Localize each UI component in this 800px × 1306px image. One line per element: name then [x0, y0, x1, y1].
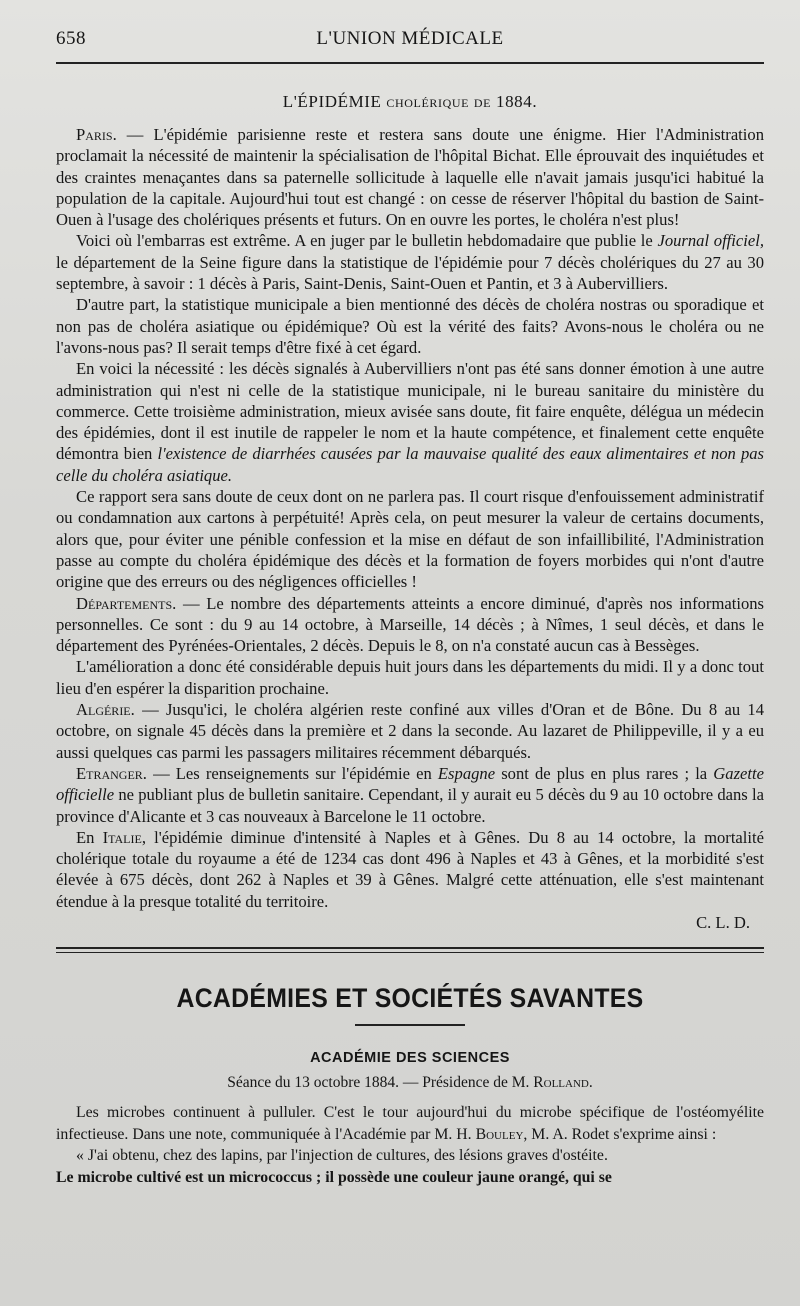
paragraph-italie [56, 827, 764, 912]
paragraph-aubervilliers [56, 358, 764, 486]
lead-paris: Paris. [76, 125, 117, 144]
section-divider [56, 947, 764, 953]
paragraph-amelioration: L'amélioration a donc été considérable depuis huit jours dans les départements du midi. Il y a donc tout lieu d'en espérer la disparition prochaine. [56, 657, 764, 698]
paragraph-text: le département de la Seine figure dans la statistique de l'épidémie pour 7 décès cholériques du 27 au 30 septembre, à savoir : 1 décès à Paris, Saint-Denis, Saint-Ouen et Pantin, et 3 à Aubervilliers. [56, 252, 764, 294]
paragraph-text: Voici où l'embarras est extrême. A en juger par le bulletin hebdomadaire que publie le [76, 231, 658, 251]
lead-algerie: Algérie. [76, 700, 135, 720]
paragraph-text: En [76, 827, 103, 847]
article-body [56, 124, 764, 933]
paragraph-quote: « J'ai obtenu, chez des lapins, par l'injection de cultures, des lésions graves d'ostéite. [76, 1147, 608, 1165]
paragraph-paris [56, 124, 764, 230]
paragraph-journal-officiel [56, 230, 764, 294]
lead-italie: Italie, [102, 827, 146, 847]
article-title-smallcaps: cholérique de [386, 92, 492, 111]
article-title [56, 92, 764, 112]
article-title-prefix: L'ÉPIDÉMIE [282, 92, 382, 111]
page-number: 658 [56, 28, 86, 49]
paragraph-rapport: Ce rapport sera sans doute de ceux dont on ne parlera pas. Il court risque d'enfouissement administratif ou condamnation aux cartons à perpétuité! Après cela, on peut mesurer la valeur de certains documents, alors que, pour éviter une pénible confession et la mise en défaut de son infaillibilité, l'Administration passe au compte du choléra épidémique des décès et la formation de foyers morbides qui n'ont d'autre origine que des erreurs ou des négligences officielles ! [56, 487, 764, 592]
paragraph-text: Les microbes continuent à pulluler. C'est le tour aujourd'hui du microbe spécifique de l'ostéomyélite infectieuse. Dans une note, communiquée à l'Académie par M. H. [56, 1104, 764, 1143]
paragraph-text: En voici la nécessité : les décès signalés à Aubervilliers n'ont pas été sans donner émotion à une autre administration qui n'est ni celle de la statistique municipale, ni le bureau sanitaire du ministère du commerce. Cette troisième administration, mieux avisée sans doute, fit faire enquête, délégua un médecin des épidémies, dont il est inutile de rappeler le nom et la haute compétence, et finalement cette enquête démontra bien [56, 359, 764, 464]
signature: C. L. D. [696, 912, 750, 932]
paragraph-text: ne publiant plus de bulletin sanitaire. Cependant, il y aurait eu 5 décès du 9 au 10 octobre dans la province d'Alicante et 3 cas nouveaux à Barcelone le 11 octobre. [56, 785, 764, 826]
subsection-title: ACADÉMIE DES SCIENCES [310, 1050, 510, 1067]
paragraph-departements [56, 593, 764, 657]
journal-officiel-italic: Journal officiel, [657, 231, 765, 251]
gazette-italic: Gazette officielle [56, 763, 764, 805]
president-name: Rolland. [533, 1074, 593, 1092]
lead-etranger: Etranger. [76, 763, 147, 783]
section-title-rule [355, 1024, 465, 1026]
enquete-italic: l'existence de diarrhées causées par la mauvaise qualité des eaux alimentaires et non pas celle du choléra asiatique. [56, 444, 765, 485]
divider-line-thick [56, 947, 764, 949]
paragraph-text: — Jusqu'ici, le choléra algérien reste confiné aux villes d'Oran et de Bône. Du 8 au 14 octobre, on signale 45 décès dans la première et 2 dans la seconde. Au lazaret de Philippeville, il y a eu aussi quelques cas parmi les passagers militaires récemment débarqués. [56, 700, 764, 762]
paragraph-text: — L'épidémie parisienne reste et restera sans doute une énigme. Hier l'Administration proclamait la nécessité de maintenir la spécialisation de l'hôpital Bichat. Elle éprouvait des inquiétudes et des craintes menaçantes dans sa paternelle sollicitude à laquelle elle n'avait jamais jusqu'ici habitué la population de la capitale. Aujourd'hui tout est changé : on cesse de réserver l'hôpital du bastion de Saint-Ouen à l'usage des cholériques présents et futurs. On en ouvre les portes, le choléra n'est plus! [56, 125, 764, 230]
running-head [56, 0, 764, 58]
session-line [56, 1074, 764, 1092]
bouley-name: Bouley, [475, 1125, 528, 1143]
paragraph-microbes [56, 1102, 764, 1145]
header-rule [56, 62, 764, 64]
espagne-italic: Espagne [437, 763, 496, 783]
divider-line-thin [56, 952, 764, 953]
section-title: ACADÉMIES ET SOCIÉTÉS SAVANTES [176, 983, 644, 1014]
paragraph-algerie [56, 699, 764, 763]
paragraph-text: — Les renseignements sur l'épidémie en [146, 763, 438, 783]
paragraph-micrococcus: Le microbe cultivé est un micrococcus ; il possède une couleur jaune orangé, qui se [56, 1168, 612, 1186]
paragraph-text: — Le nombre des départements atteints a encore diminué, d'après nos informations personnelles. Ce sont : du 9 au 14 octobre, à Marseille, 14 décès ; à Nîmes, 1 seul décès, et dans le département des Pyrénées-Orientales, 2 décès. Depuis le 8, on n'a constaté aucun cas à Bessèges. [56, 593, 764, 656]
session-text: Séance du 13 octobre 1884. — Présidence de M. [227, 1074, 534, 1092]
paragraph-text: sont de plus en plus rares ; la [495, 763, 714, 783]
paragraph-text: M. A. Rodet s'exprime ainsi : [527, 1125, 717, 1143]
journal-title: L'UNION MÉDICALE [316, 28, 504, 49]
paragraph-etranger [56, 763, 764, 827]
lead-departements: Départements. [76, 593, 177, 613]
academies-body [56, 1102, 764, 1188]
article-title-year: 1884. [495, 92, 538, 111]
paragraph-text: l'épidémie diminue d'intensité à Naples et à Gênes. Du 8 au 14 octobre, la mortalité cholérique totale du royaume a été de 1234 cas dont 496 à Naples et 43 à Gênes, et la morbidité s'est élevée à 675 décès, dont 262 à Naples et 39 à Gênes. Malgré cette atténuation, elle s'est maintenant étendue à la presque totalité du territoire. [56, 827, 764, 911]
paragraph-statistique: D'autre part, la statistique municipale a bien mentionné des décès de choléra nostras ou sporadique et non pas de choléra asiatique ou épidémique? Où est la vérité des faits? Avons-nous le choléra ou ne l'avons-nous pas? Il serait temps d'être fixé à cet égard. [56, 295, 764, 357]
